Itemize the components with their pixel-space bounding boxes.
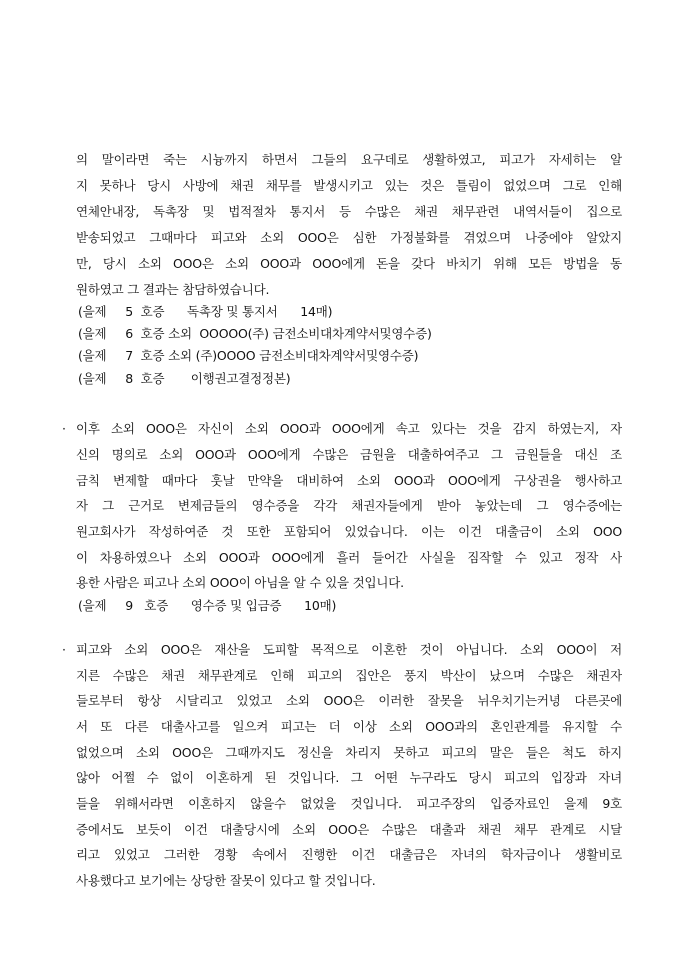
- paragraph-line: 없었으며 소외 OOO은 그때까지도 정신을 차리지 못하고 피고의 말은 들은 척도 하지: [76, 745, 622, 760]
- paragraph-line: 이 차용하였으나 소외 OOO과 OOO에게 흘러 들어간 사실을 짐작할 수 있고 정작 사: [76, 550, 622, 565]
- paragraph-line: 원하였고 그 결과는 참담하였습니다.: [76, 282, 270, 297]
- paragraph-line: 받송되었고 그때마다 피고와 소외 OOO은 심한 가정불화를 겪었으며 나중에야 알았지: [76, 230, 622, 245]
- paragraph-line: 들로부터 항상 시달리고 있었고 소외 OOO은 이러한 잘못을 뉘우치기는커녕 다른곳에: [76, 693, 622, 708]
- paragraph-line: 서 또 다른 대출사고를 일으켜 피고는 더 이상 소외 OOO과의 혼인관계를 유지할 수: [76, 719, 622, 734]
- paragraph-line: 자 그 근거로 변제금들의 영수증을 각각 채권자들에게 받아 놓았는데 그 영수증에는: [76, 498, 622, 513]
- exhibit-reference: (을제 5 호증 독촉장 및 통지서 14매): [78, 304, 333, 319]
- bullet-marker: ·: [62, 421, 66, 436]
- paragraph-line: 만, 당시 소외 OOO은 소외 OOO과 OOO에게 돈을 갖다 바치기 위해 모든 방법을 동: [76, 256, 622, 271]
- paragraph-line: 신의 명의로 소외 OOO과 OOO에게 수많은 금원을 대출하여주고 그 금원들을 대신 조: [76, 447, 622, 462]
- paragraph-line: 지른 수많은 채권 채무관계로 인해 피고의 집안은 풍지 박산이 났으며 수많은 채권자: [76, 668, 622, 683]
- exhibit-reference: (을제 9 호증 영수증 및 입금증 10매): [78, 598, 337, 613]
- paragraph-line: 피고와 소외 OOO은 재산을 도피할 목적으로 이혼한 것이 아닙니다. 소외 OOO이 저: [76, 642, 622, 657]
- paragraph-line: 증에서도 보듯이 이건 대출당시에 소외 OOO은 수많은 대출과 채권 채무 관계로 시달: [76, 822, 622, 837]
- paragraph-line: 이후 소외 OOO은 자신이 소외 OOO과 OOO에게 속고 있다는 것을 감지 하였는지, 자: [76, 421, 622, 436]
- exhibit-reference: (을제 6 호증 소외 OOOOO(주) 금전소비대차계약서및영수증): [78, 326, 432, 341]
- exhibit-reference: (을제 8 호증 이행권고결정정본): [78, 371, 291, 386]
- exhibit-reference: (을제 7 호증 소외 (주)OOOO 금전소비대차계약서및영수증): [78, 348, 419, 363]
- paragraph-line: 리고 있었고 그러한 경황 속에서 진행한 이건 대출금은 자녀의 학자금이나 생활비로: [76, 847, 622, 862]
- paragraph-line: 사용했다고 보기에는 상당한 잘못이 있다고 할 것입니다.: [76, 873, 376, 888]
- paragraph-line: 지 못하나 당시 사방에 채권 채무를 발생시키고 있는 것은 틀림이 없었으며 그로 인해: [76, 178, 622, 193]
- bullet-marker: ·: [62, 642, 66, 657]
- paragraph-line: 원고회사가 작성하여준 것 또한 포함되어 있었습니다. 이는 이건 대출금이 소외 OOO: [76, 524, 622, 539]
- paragraph-line: 들을 위해서라면 이혼하지 않을수 없었을 것입니다. 피고주장의 입증자료인 을제 9호: [76, 796, 622, 811]
- paragraph-line: 연체안내장, 독촉장 및 법적절차 통지서 등 수많은 채권 채무관련 내역서들이 집으로: [76, 204, 622, 219]
- paragraph-line: 의 말이라면 죽는 시늉까지 하면서 그들의 요구데로 생활하였고, 피고가 자세히는 알: [76, 152, 622, 167]
- paragraph-line: 용한 사람은 피고나 소외 OOO이 아님을 알 수 있을 것입니다.: [76, 575, 404, 590]
- paragraph-line: 않아 어쩔 수 없이 이혼하게 된 것입니다. 그 어떤 누구라도 당시 피고의 입장과 자녀: [76, 770, 622, 785]
- paragraph-line: 금칙 변제할 때마다 훗날 만약을 대비하여 소외 OOO과 OOO에게 구상권을 행사하고: [76, 473, 622, 488]
